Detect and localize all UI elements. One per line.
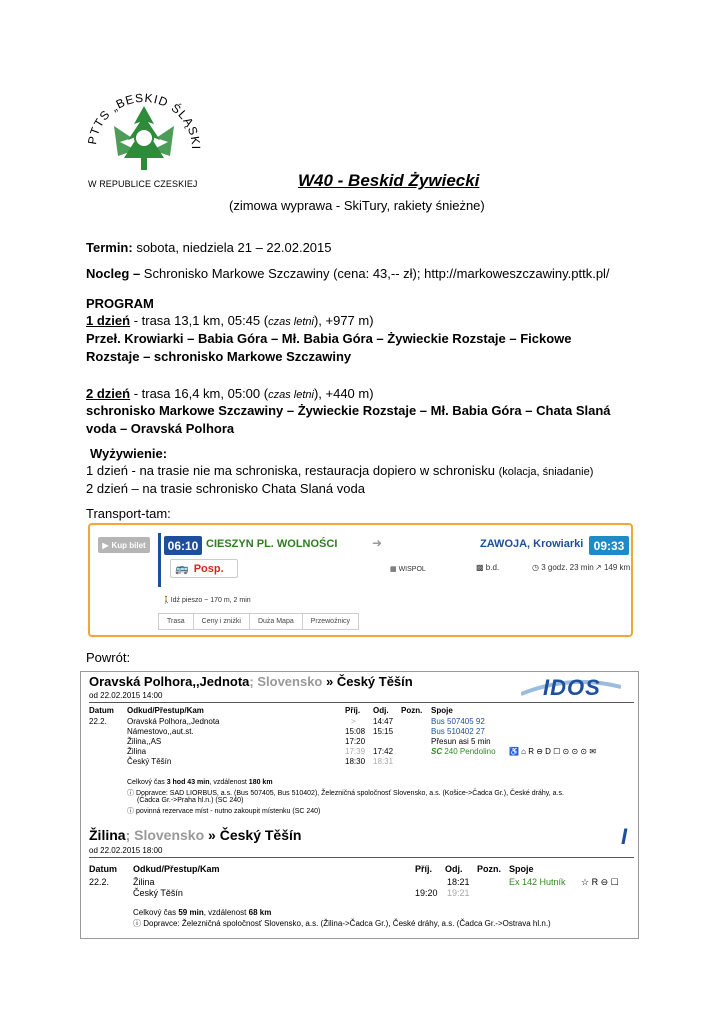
transport-connection-card (88, 523, 633, 637)
food-day1: 1 dzień - na trasie nie ma schroniska, restauracja dopiero w schronisku (kolacja, śniadanie) (86, 463, 594, 478)
food-heading: Wyżywienie: (90, 446, 168, 461)
connection-link[interactable]: Bus 510402 27 (431, 727, 485, 736)
conn1-since: od 22.02.2015 14:00 (89, 691, 163, 700)
conn2-since: od 22.02.2015 18:00 (89, 846, 163, 855)
departure-time: 06:10 (164, 536, 202, 555)
termin-line: Termin: sobota, niedziela 21 – 22.02.2015 (86, 240, 332, 255)
route-bar (158, 533, 161, 587)
return-timetable (80, 671, 639, 939)
table-row: Žilina (133, 877, 155, 887)
day1-route-cont: Rozstaje – schronisko Markowe Szczawiny (86, 349, 352, 364)
dep-time: 17:42 (373, 747, 394, 756)
info-icon: ⓘ (127, 790, 136, 797)
day2-route-cont: voda – Oravská Polhora (86, 421, 235, 436)
departure-stop[interactable]: CIESZYN PL. WOLNOŚCI (206, 538, 338, 550)
connection-link[interactable]: Ex 142 Hutník (509, 877, 566, 887)
day1-summary: 1 dzień - trasa 13,1 km, 05:45 (czas letni), +977 m) (86, 313, 374, 328)
conn1-total: Celkový čas 3 hod 43 min, vzdálenost 180 km (127, 779, 273, 786)
ticket-icon: ▩ (476, 563, 486, 572)
dep-time: 18:21 (447, 877, 470, 887)
col-arr: Příj. (415, 864, 433, 874)
conn1-date: 22.2. (89, 717, 107, 726)
col-note: Pozn. (477, 864, 501, 874)
arr-time: 17:20 (345, 737, 366, 746)
trip-duration: ◷ 3 godz. 23 min (532, 563, 594, 572)
price-info: ▩ b.d. (476, 563, 500, 572)
dep-time: 19:21 (447, 888, 470, 898)
idos-logo: IDOS (543, 675, 601, 700)
connection-link[interactable]: SC 240 Pendolino (431, 747, 496, 756)
page-title: W40 - Beskid Żywiecki (298, 171, 480, 190)
day1-route: Przeł. Krowiarki – Babia Góra – Mł. Babia Góra – Żywieckie Rozstaje – Fickowe (86, 331, 572, 346)
divider (89, 702, 634, 703)
food-day2: 2 dzień – na trasie schronisko Chata Slaná voda (86, 481, 365, 496)
tab-mapa[interactable]: Duża Mapa (249, 613, 302, 630)
table-row: Český Těšín (133, 888, 183, 898)
col-datum: Datum (89, 706, 114, 715)
carrier-name: ▦ WISPOL (390, 566, 426, 573)
transfer-note: Přesun asi 5 min (431, 737, 491, 746)
col-arr: Příj. (345, 706, 361, 715)
info-icon: ⓘ (127, 808, 136, 815)
col-links: Spoje (431, 706, 453, 715)
col-dep: Odj. (373, 706, 389, 715)
arrow-right-icon: ➜ (372, 536, 383, 550)
trip-distance: ↗ 149 km (595, 563, 631, 572)
return-label: Powrót: (86, 650, 131, 665)
company-icon: ▦ (390, 566, 399, 573)
arr-time: > (351, 717, 356, 726)
transport-tabs (158, 613, 359, 630)
tab-trasa[interactable]: Trasa (158, 613, 193, 630)
table-row: Námestovo,,aut.st. (127, 727, 194, 736)
tab-ceny[interactable]: Ceny i zniżki (193, 613, 249, 630)
buy-ticket-button[interactable]: ▶ Kup bilet (98, 537, 150, 553)
conn1-carriers: ⓘ Dopravce: SAD LIORBUS, a.s. (Bus 507405, Bus 510402), Železničná spoločnosť Slovensko, a.s. (Košice->Čadca Gr.), České dráhy, a.s. (127, 790, 564, 797)
arrival-stop[interactable]: ZAWOJA, Krowiarki (480, 538, 584, 550)
idos-logo-fragment: I (621, 824, 628, 849)
logo-ring-text: PTTS „BESKID ŚLĄSKI (85, 90, 204, 151)
col-links: Spoje (509, 864, 534, 874)
conn2-date: 22.2. (89, 877, 110, 887)
table-row: Český Těšín (127, 757, 172, 766)
walk-info: 🚶Idź pieszo ~ 170 m, 2 min (162, 597, 251, 604)
page-subtitle: (zimowa wyprawa - SkiTury, rakiety śnieżne) (229, 198, 485, 213)
conn2-carriers: ⓘ Dopravce: Železničná spoločnosť Slovensko, a.s. (Žilina->Čadca Gr.), České dráhy, a.s. (Čadca Gr.->Ostrava hl.n.) (133, 919, 551, 928)
table-row: Oravská Polhora,,Jednota (127, 717, 220, 726)
day2-summary: 2 dzień - trasa 16,4 km, 05:00 (czas letni), +440 m) (86, 386, 374, 401)
program-heading: PROGRAM (86, 296, 154, 311)
amenities-icons: ☆ R ⊖ ☐ (581, 877, 619, 887)
conn1-carriers-cont: (Čadca Gr.->Praha hl.n.) (SC 240) (137, 797, 244, 804)
walk-icon: 🚶 (162, 597, 171, 604)
route-icon: ↗ (595, 563, 604, 572)
spruce-emblem-icon (114, 106, 174, 170)
col-datum: Datum (89, 864, 118, 874)
table-row: Žilina (127, 747, 147, 756)
conn1-reservation: ⓘ povinná rezervace míst - nutno zakoupit místenku (SC 240) (127, 808, 321, 815)
nocleg-line: Nocleg – Schronisko Markowe Szczawiny (cena: 43,-- zł); http://markoweszczawiny.pttk.pl/ (86, 266, 610, 281)
col-dep: Odj. (445, 864, 463, 874)
bus-type-badge[interactable]: 🚌 Posp. (170, 559, 238, 578)
table-row: Žilina,,AS (127, 737, 162, 746)
clock-icon: ◷ (532, 563, 542, 572)
col-route: Odkud/Přestup/Kam (133, 864, 220, 874)
logo-caption: W REPUBLICE CZESKIEJ (88, 179, 198, 189)
conn1-title: Oravská Polhora,,Jednota; Slovensko » Český Těšín (89, 674, 413, 689)
conn2-total: Celkový čas 59 min, vzdálenost 68 km (133, 908, 272, 917)
info-icon: ⓘ (133, 919, 144, 928)
arr-time: 18:30 (345, 757, 366, 766)
col-route: Odkud/Přestup/Kam (127, 706, 204, 715)
conn2-title: Žilina; Slovensko » Český Těšín (89, 827, 302, 843)
amenities-icons: ♿ ⌂ R ⊖ D ☐ ⊙ ⊙ ⊙ ✉ (509, 747, 597, 756)
tab-przewoznicy[interactable]: Przewoźnicy (302, 613, 359, 630)
arr-time: 15:08 (345, 727, 366, 736)
day2-route: schronisko Markowe Szczawiny – Żywieckie Rozstaje – Mł. Babia Góra – Chata Slaná (86, 403, 611, 418)
dep-time: 14:47 (373, 717, 394, 726)
arr-time: 19:20 (415, 888, 438, 898)
dep-time: 18:31 (373, 757, 394, 766)
bus-icon: 🚌 (175, 563, 189, 575)
dep-time: 15:15 (373, 727, 394, 736)
col-note: Pozn. (401, 706, 423, 715)
transport-label: Transport-tam: (86, 506, 171, 521)
cart-icon: ▶ (102, 540, 109, 550)
arr-time: 17:39 (345, 747, 366, 756)
connection-link[interactable]: Bus 507405 92 (431, 717, 485, 726)
divider (89, 857, 634, 858)
arrival-time: 09:33 (589, 536, 629, 555)
